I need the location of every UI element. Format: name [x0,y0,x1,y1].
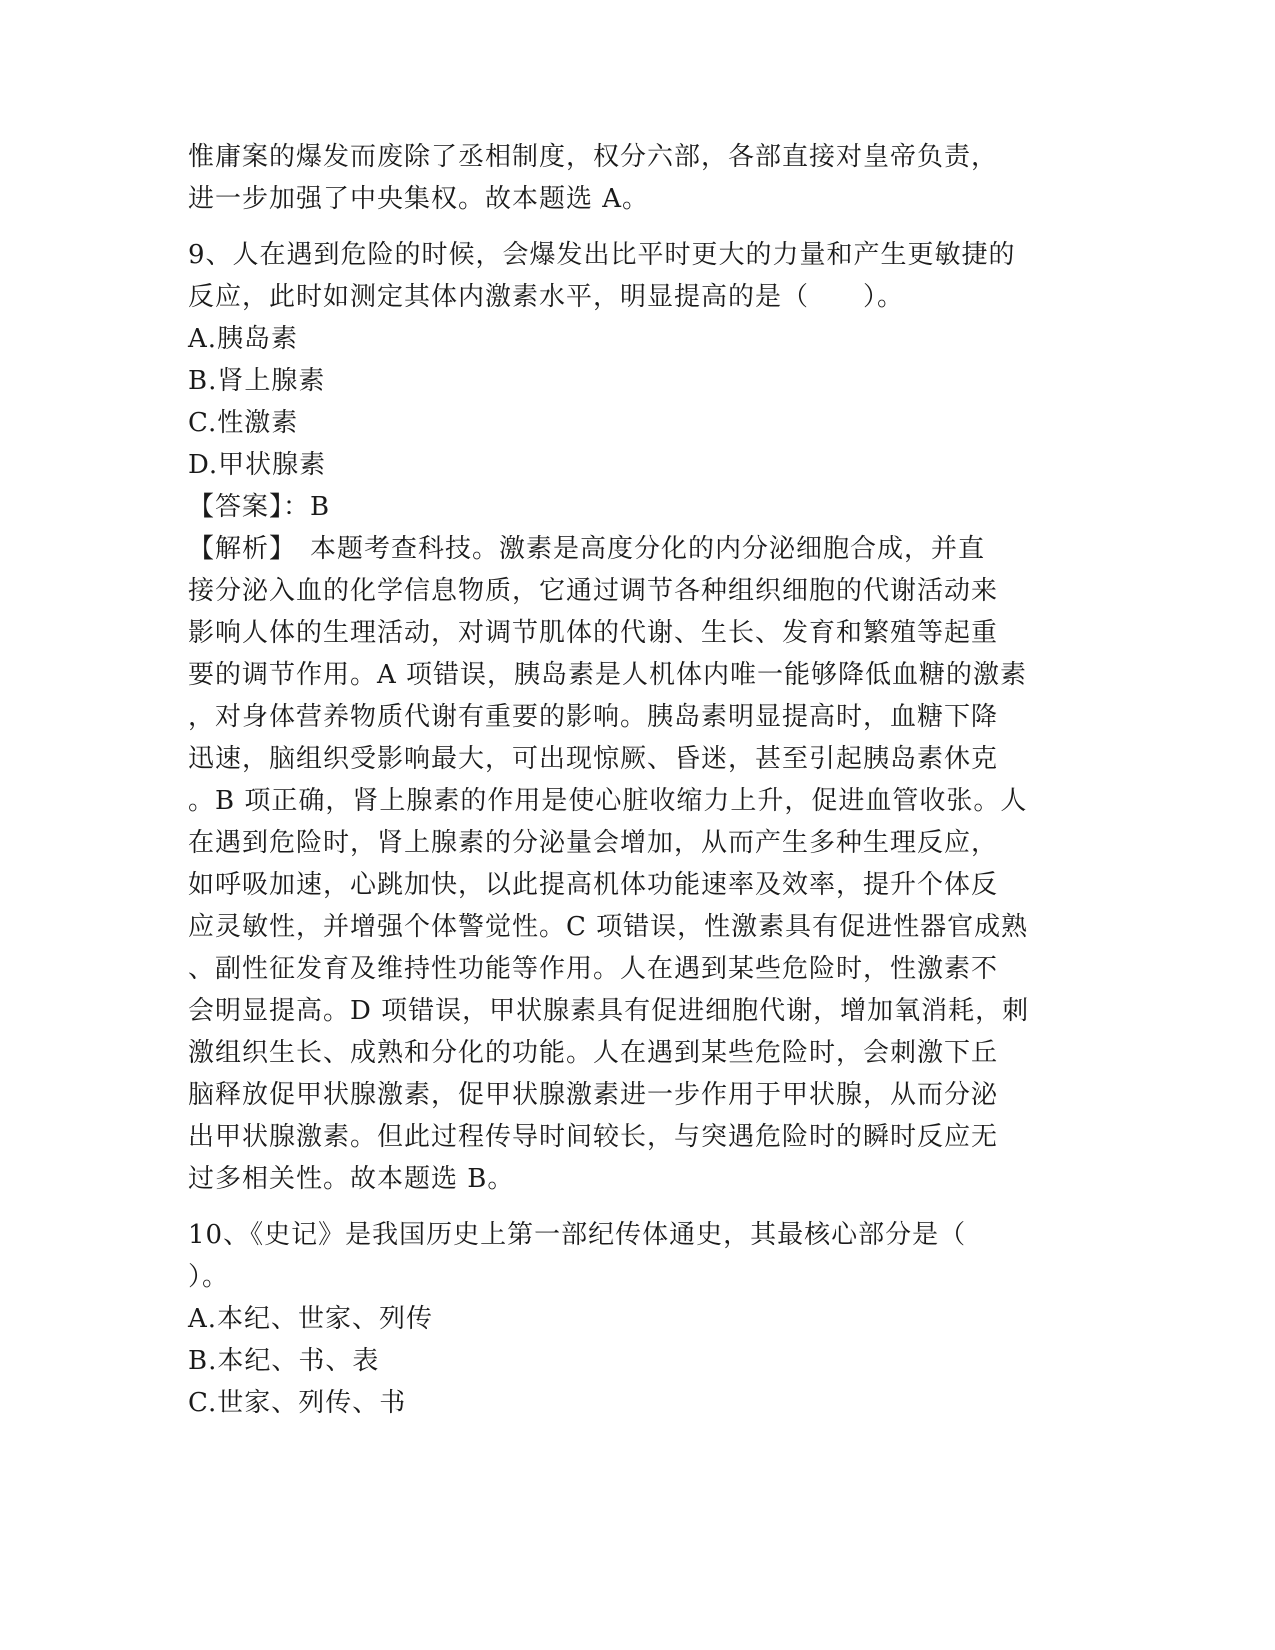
explanation-line: ，对身体营养物质代谢有重要的影响。胰岛素明显提高时，血糖下降 [188,702,999,732]
document-body [188,136,1088,1424]
text-line: 进一步加强了中央集权。故本题选 A。 [188,184,650,214]
explanation-line: 激组织生长、成熟和分化的功能。人在遇到某些危险时，会刺激下丘 [188,1038,999,1068]
explanation-line: 出甲状腺激素。但此过程传导时间较长，与突遇危险时的瞬时反应无 [188,1122,999,1152]
option-a: A.胰岛素 [188,324,299,354]
prev-explanation-tail [188,136,1088,220]
explanation-line: 迅速，脑组织受影响最大，可出现惊厥、昏迷，甚至引起胰岛素休克 [188,744,999,774]
explanation-line: 如呼吸加速，心跳加快，以此提高机体功能速率及效率，提升个体反 [188,870,999,900]
option-a: A.本纪、世家、列传 [188,1304,434,1334]
question-text: ）。 [188,1262,230,1292]
explanation-line: 会明显提高。D 项错误，甲状腺素具有促进细胞代谢，增加氧消耗，刺 [188,996,1030,1026]
explanation-line: 过多相关性。故本题选 B。 [188,1164,515,1194]
option-d: D.甲状腺素 [188,450,327,480]
explanation-line: 在遇到危险时，肾上腺素的分泌量会增加，从而产生多种生理反应， [188,828,999,858]
explanation-line: 影响人体的生理活动，对调节肌体的代谢、生长、发育和繁殖等起重 [188,618,999,648]
explanation-line: 。B 项正确，肾上腺素的作用是使心脏收缩力上升，促进血管收张。人 [188,786,1028,816]
explanation-line: 要的调节作用。A 项错误，胰岛素是人机体内唯一能够降低血糖的激素 [188,660,1028,690]
explanation-line: 接分泌入血的化学信息物质，它通过调节各种组织细胞的代谢活动来 [188,576,999,606]
explanation [188,528,1088,1200]
question-9 [188,234,1088,1200]
question-text: 10、《史记》是我国历史上第一部纪传体通史，其最核心部分是（ [188,1220,967,1250]
question-10 [188,1214,1088,1424]
answer-line: 【答案】：B [188,492,331,522]
explanation-line: 脑释放促甲状腺激素，促甲状腺激素进一步作用于甲状腺，从而分泌 [188,1080,999,1110]
question-text: 9、人在遇到危险的时候，会爆发出比平时更大的力量和产生更敏捷的 [188,240,1016,270]
option-c: C.性激素 [188,408,299,438]
explanation-line: 【解析】 本题考查科技。激素是高度分化的内分泌细胞合成，并直 [188,534,986,564]
text-line: 惟庸案的爆发而废除了丞相制度，权分六部，各部直接对皇帝负责， [188,142,999,172]
option-b: B.本纪、书、表 [188,1346,380,1376]
option-c: C.世家、列传、书 [188,1388,407,1418]
question-text: 反应，此时如测定其体内激素水平，明显提高的是（ ）。 [188,282,905,312]
explanation-line: 、副性征发育及维持性功能等作用。人在遇到某些危险时，性激素不 [188,954,999,984]
option-b: B.肾上腺素 [188,366,326,396]
explanation-line: 应灵敏性，并增强个体警觉性。C 项错误，性激素具有促进性器官成熟 [188,912,1029,942]
